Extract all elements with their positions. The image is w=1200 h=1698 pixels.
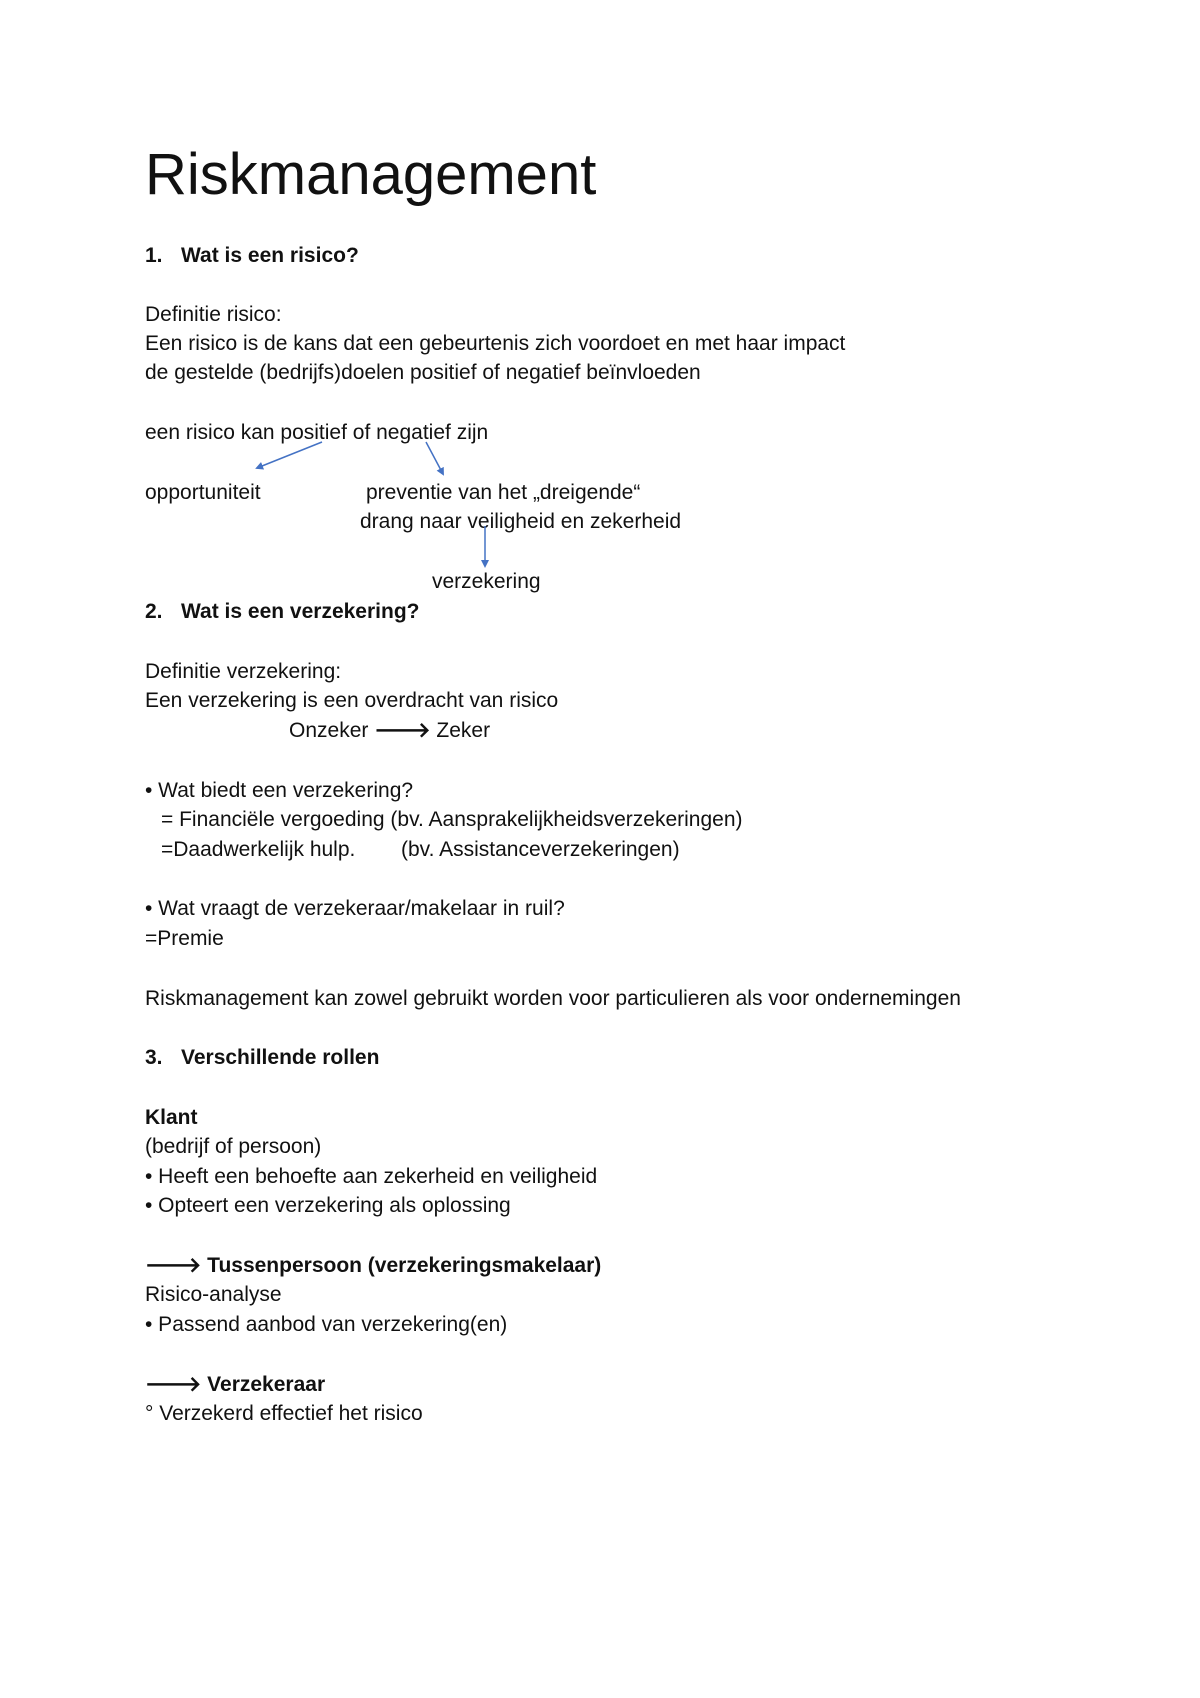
right-arrow-icon: 🡒 — [374, 719, 431, 742]
insurer-heading: Verzekeraar — [207, 1373, 326, 1396]
insurer-heading-line — [145, 1373, 325, 1397]
transfer-line — [289, 719, 490, 743]
section-3-number: 3. — [145, 1046, 163, 1069]
risk-definition-line-1: Een risico is de kans dat een gebeurtenis zich voordoet en met haar impact — [145, 332, 846, 355]
broker-subtitle: Risico-analyse — [145, 1283, 282, 1306]
right-arrow-icon: 🡒 — [145, 1373, 202, 1396]
question-return: • Wat vraagt de verzekeraar/makelaar in ruil? — [145, 897, 565, 920]
insurance-definition-label: Definitie verzekering: — [145, 660, 342, 683]
answer-help-example: (bv. Assistanceverzekeringen) — [401, 838, 680, 861]
answer-help: =Daadwerkelijk hulp. — [161, 838, 356, 861]
section-2-heading: Wat is een verzekering? — [181, 600, 420, 623]
risk-diagram-right-1: preventie van het „dreigende“ — [366, 481, 641, 504]
right-arrow-icon: 🡒 — [145, 1254, 202, 1277]
broker-heading: Tussenpersoon (verzekeringsmakelaar) — [207, 1254, 602, 1277]
client-bullet-2: • Opteert een verzekering als oplossing — [145, 1194, 511, 1217]
client-subtitle: (bedrijf of persoon) — [145, 1135, 322, 1158]
risk-diagram-top: een risico kan positief of negatief zijn — [145, 421, 489, 444]
section-2-number: 2. — [145, 600, 163, 623]
client-bullet-1: • Heeft een behoefte aan zekerheid en veiligheid — [145, 1165, 598, 1188]
question-offer: • Wat biedt een verzekering? — [145, 779, 414, 802]
transfer-to: Zeker — [436, 719, 491, 742]
risk-diagram-left: opportuniteit — [145, 481, 261, 504]
arrow-to-preventie — [426, 442, 443, 474]
answer-premium: =Premie — [145, 927, 224, 950]
summary-text: Riskmanagement kan zowel gebruikt worden voor particulieren als voor ondernemingen — [145, 987, 961, 1010]
risk-definition-line-2: de gestelde (bedrijfs)doelen positief of negatief beïnvloeden — [145, 361, 701, 384]
insurer-bullet-1: ° Verzekerd effectief het risico — [145, 1402, 423, 1425]
insurance-definition-line: Een verzekering is een overdracht van risico — [145, 689, 559, 712]
risk-diagram-bottom: verzekering — [432, 570, 541, 593]
arrow-to-opportuniteit — [257, 442, 322, 468]
broker-heading-line — [145, 1254, 601, 1278]
answer-financial: = Financiële vergoeding (bv. Aansprakelijkheidsverzekeringen) — [161, 808, 743, 831]
risk-definition-label: Definitie risico: — [145, 303, 282, 326]
client-heading: Klant — [145, 1106, 198, 1129]
section-1-heading: Wat is een risico? — [181, 244, 359, 267]
section-3-heading: Verschillende rollen — [181, 1046, 380, 1069]
risk-diagram-right-2: drang naar veiligheid en zekerheid — [360, 510, 682, 533]
transfer-from: Onzeker — [289, 719, 369, 742]
page-title: Riskmanagement — [145, 142, 597, 207]
section-1-number: 1. — [145, 244, 163, 267]
broker-bullet-1: • Passend aanbod van verzekering(en) — [145, 1313, 508, 1336]
